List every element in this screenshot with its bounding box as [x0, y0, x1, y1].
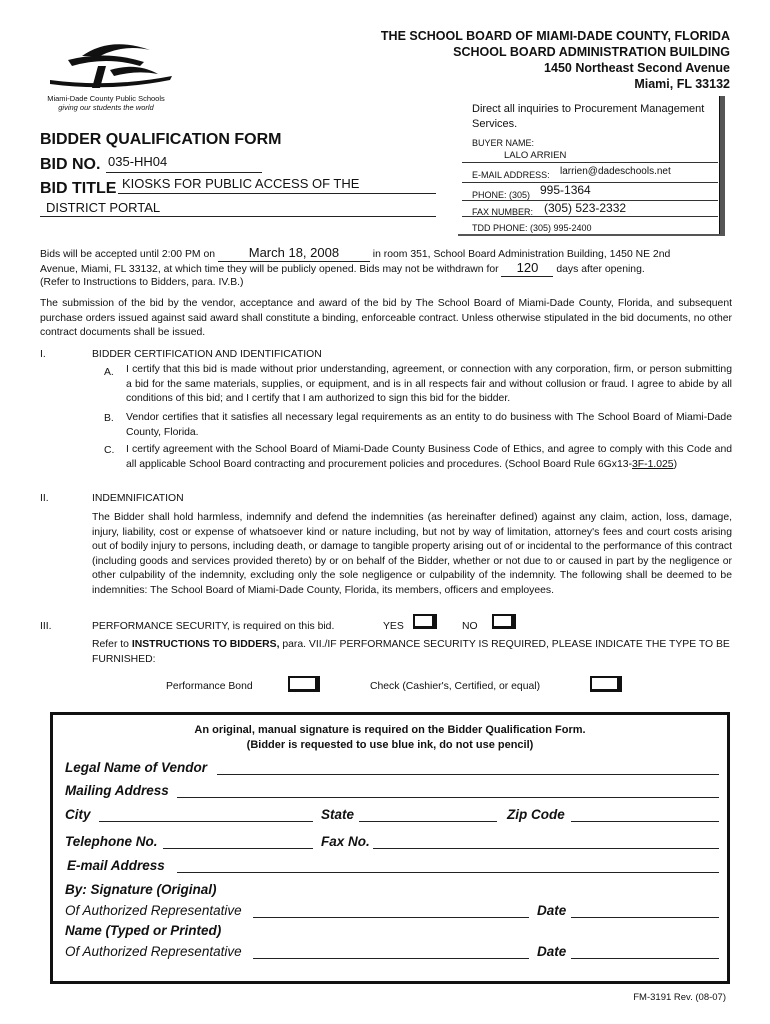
section1-c-rule: 3F-1.025 — [631, 458, 674, 470]
authorized-rep-label-2: Of Authorized Representative — [65, 944, 242, 959]
name-field[interactable] — [253, 958, 529, 959]
bid-no-label: BID NO. — [40, 156, 101, 173]
header-line1: THE SCHOOL BOARD OF MIAMI-DADE COUNTY, FLORIDA — [380, 29, 730, 43]
refer-bold: INSTRUCTIONS TO BIDDERS, — [131, 639, 280, 650]
telephone-label: Telephone No. — [65, 834, 158, 849]
fax-value: (305) 523-2332 — [544, 201, 627, 215]
signature-field[interactable] — [253, 917, 529, 918]
mailing-address-field[interactable] — [177, 797, 719, 798]
signature-label: By: Signature (Original) — [65, 882, 217, 897]
submission-paragraph: The submission of the bid by the vendor, acceptance and award of the bid by The School Board of Miami-Dade County, Florida, and subsequent purchase orders issued against said award shall constitute a binding, enforceable contract. Unless otherwise stipulated in the bid documents, no other contract documents shall be issued. — [40, 298, 732, 338]
section3-heading: PERFORMANCE SECURITY, is required on this bid. — [92, 621, 335, 632]
section3-refer — [92, 638, 732, 667]
section1-b-label: B. — [104, 413, 114, 424]
mailing-address-label: Mailing Address — [65, 783, 169, 798]
legal-name-field[interactable] — [217, 774, 719, 775]
phone-value: 995-1364 — [540, 183, 591, 197]
refer-post: para. VII./IF PERFORMANCE SECURITY IS REQUIRED, PLEASE INDICATE THE TYPE TO BE FURNISHED: — [92, 639, 730, 665]
form-number: FM-3191 Rev. (08-07) — [633, 992, 726, 1003]
state-field[interactable] — [359, 821, 497, 822]
section1-c-label: C. — [104, 445, 115, 456]
tdd-phone: TDD PHONE: (305) 995-2400 — [472, 223, 592, 233]
email-field[interactable] — [177, 872, 719, 873]
accept-text-3: Avenue, Miami, FL 33132, at which time they will be publicly opened. Bids may not be withdrawn for — [40, 264, 499, 275]
zip-label: Zip Code — [507, 807, 565, 822]
buyer-name: LALO ARRIEN — [504, 150, 567, 161]
check-checkbox[interactable] — [590, 676, 622, 692]
inquiry-intro: Direct all inquiries to Procurement Management Services. — [472, 103, 705, 130]
section1-number: I. — [40, 349, 46, 360]
date-label-1: Date — [537, 903, 567, 918]
logo-text — [36, 94, 176, 112]
bid-title-line1: KIOSKS FOR PUBLIC ACCESS OF THE — [122, 176, 360, 191]
no-label: NO — [462, 621, 478, 632]
logo-name: Miami-Dade County Public Schools — [47, 94, 165, 103]
buyer-label: BUYER NAME: — [472, 138, 535, 148]
logo-tagline: giving our students the world — [58, 103, 154, 112]
section2-number: II. — [40, 493, 49, 504]
signature-box — [50, 712, 730, 984]
zip-field[interactable] — [571, 821, 719, 822]
signature-note-1: An original, manual signature is required on the Bidder Qualification Form. — [194, 724, 586, 736]
fax-label: FAX NUMBER: — [472, 207, 534, 217]
section1-c-end: ) — [673, 458, 678, 470]
inquiry-box — [458, 96, 725, 236]
header-line4: Miami, FL 33132 — [634, 77, 730, 91]
refer-pre: Refer to — [92, 639, 132, 650]
form-title: BIDDER QUALIFICATION FORM — [40, 131, 282, 148]
accept-text-4: days after opening. — [556, 264, 645, 275]
accept-date: March 18, 2008 — [218, 246, 370, 262]
phone-label: PHONE: (305) — [472, 190, 531, 200]
header-block — [381, 28, 730, 92]
accept-refer: (Refer to Instructions to Bidders, para. IV.B.) — [40, 277, 244, 288]
logo-mark-icon — [40, 36, 180, 94]
performance-bond-label: Performance Bond — [166, 681, 253, 692]
city-field[interactable] — [99, 821, 313, 822]
bid-title-line2: DISTRICT PORTAL — [46, 200, 161, 215]
city-label: City — [65, 807, 91, 822]
date-field-2[interactable] — [571, 958, 719, 959]
no-checkbox[interactable] — [492, 614, 516, 629]
section3-number: III. — [40, 621, 52, 632]
bid-title-label: BID TITLE — [40, 180, 117, 197]
performance-bond-checkbox[interactable] — [288, 676, 320, 692]
check-label: Check (Cashier's, Certified, or equal) — [370, 681, 541, 692]
state-label: State — [321, 807, 355, 822]
yes-checkbox[interactable] — [413, 614, 437, 629]
section1-a-label: A. — [104, 367, 114, 378]
section2-text: The Bidder shall hold harmless, indemnify and defend the indemnities (as hereinafter defined) against any claim, action, loss, damage, injury, liability, cost or expense of whatsoever kind or nature including, but not by way of limitation, attorney's fees and court costs arising out of bodily injury to persons, including death, or damage to tangible property arising out of or incidental to the performance of this contract (including goods and services provided thereto) by or on behalf of the Bidder, whether or not due to or caused in part by the negligence or other culpability of the indemnity, excluding only the sole negligence or culpability of the indemnity. The following shall be deemed to be indemnities: The School Board of Miami-Dade County, Florida, its members, officers and employees. — [92, 512, 732, 596]
district-logo — [40, 36, 180, 94]
signature-note-2: (Bidder is requested to use blue ink, do not use pencil) — [246, 739, 534, 751]
header-line3: 1450 Northeast Second Avenue — [544, 61, 730, 75]
accept-days: 120 — [501, 261, 553, 277]
signature-note — [53, 723, 727, 753]
email-value: larrien@dadeschools.net — [560, 166, 671, 177]
section1-heading: BIDDER CERTIFICATION AND IDENTIFICATION — [92, 349, 322, 360]
section1-a-text: I certify that this bid is made without prior understanding, agreement, or connection with any corporation, firm, or person submitting a bid for the same materials, supplies, or equipment, and is in all respects fair and without collusion or fraud. I agree to abide by all conditions of this bid; and I certify that I am authorized to sign this bid for the bidder. — [126, 364, 732, 404]
section1-b-text: Vendor certifies that it satisfies all necessary legal requirements as an entity to do business with The School Board of Miami-Dade County, Florida. — [126, 412, 732, 438]
bid-no-value: 035-HH04 — [108, 154, 168, 169]
date-field-1[interactable] — [571, 917, 719, 918]
legal-name-label: Legal Name of Vendor — [65, 760, 208, 775]
accept-text-1: Bids will be accepted until 2:00 PM on — [40, 249, 216, 260]
section1-c-text — [126, 443, 732, 472]
authorized-rep-label-1: Of Authorized Representative — [65, 903, 242, 918]
fax-field[interactable] — [373, 848, 719, 849]
header-line2: SCHOOL BOARD ADMINISTRATION BUILDING — [453, 45, 730, 59]
telephone-field[interactable] — [163, 848, 313, 849]
section1-c-body: I certify agreement with the School Board of Miami-Dade County Business Code of Ethics, and agree to comply with this Code and all applicable School Board contracting and procurement policies and procedures. (School Board Rule 6Gx13- — [126, 444, 732, 470]
email-label: E-MAIL ADDRESS: — [472, 170, 550, 180]
fax-label: Fax No. — [321, 834, 370, 849]
name-typed-label: Name (Typed or Printed) — [65, 923, 222, 938]
yes-label: YES — [383, 621, 404, 632]
section2-heading: INDEMNIFICATION — [92, 493, 184, 504]
date-label-2: Date — [537, 944, 567, 959]
accept-text-2: in room 351, School Board Administration Building, 1450 NE 2nd — [372, 249, 671, 260]
email-label: E-mail Address — [67, 858, 165, 873]
